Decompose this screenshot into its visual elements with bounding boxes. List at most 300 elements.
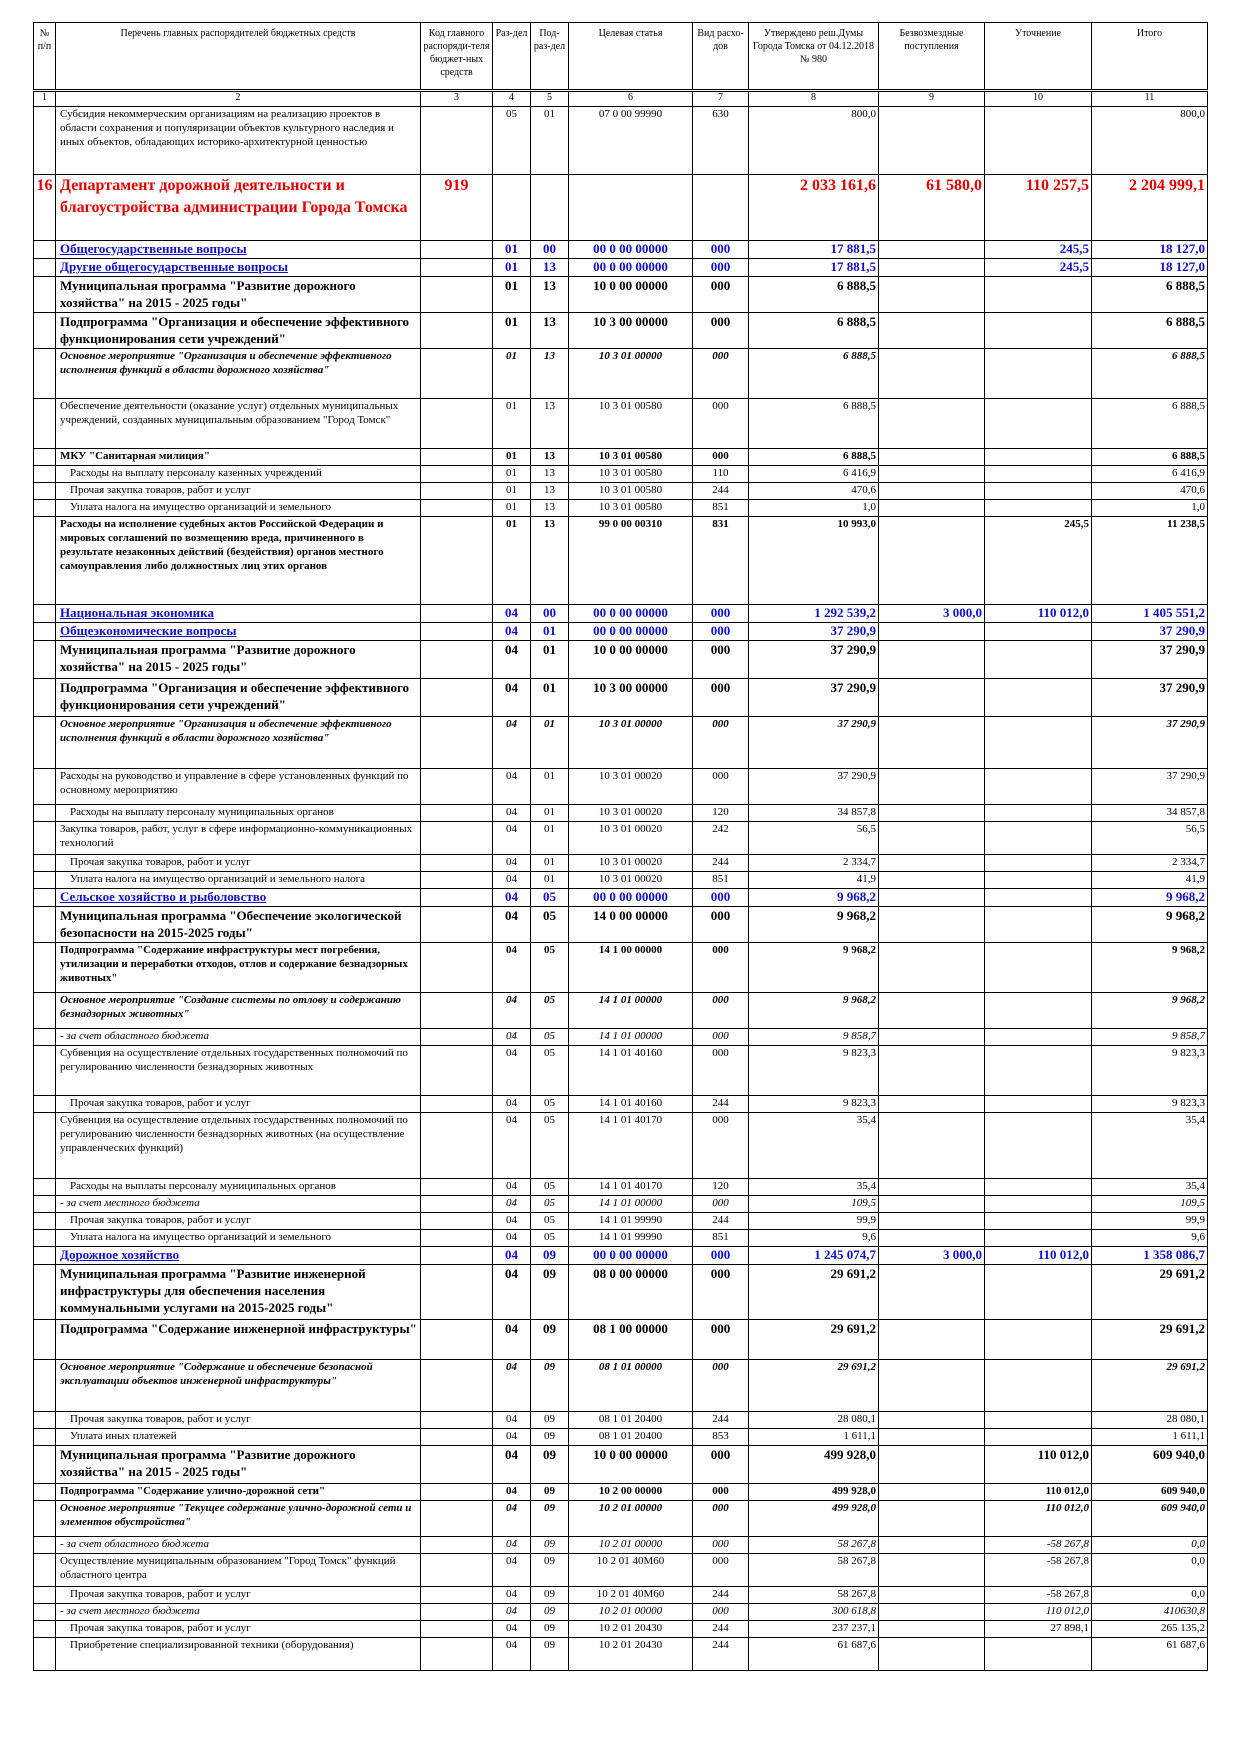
- cell-admin-code: [421, 1429, 493, 1446]
- cell-grant-receipts: [879, 623, 985, 641]
- cell-admin-code: [421, 399, 493, 449]
- cell-expense-type: 000: [693, 1265, 749, 1320]
- cell-target-article: 14 1 01 00000: [569, 1029, 693, 1046]
- cell-total: 37 290,9: [1092, 769, 1208, 805]
- cell-expense-type: 853: [693, 1429, 749, 1446]
- cell-approved-amount: 300 618,8: [749, 1604, 879, 1621]
- cell-grant-receipts: [879, 349, 985, 399]
- column-number: 4: [493, 91, 531, 107]
- cell-adjustment: -58 267,8: [985, 1554, 1092, 1587]
- cell-admin-code: [421, 641, 493, 679]
- cell-subsection: 09: [531, 1446, 569, 1484]
- header-approved-amount: Утверждено реш.Думы Города Томска от 04.12.2018 № 980: [749, 23, 879, 91]
- cell-adjustment: -58 267,8: [985, 1587, 1092, 1604]
- cell-row-number: [34, 1554, 56, 1587]
- cell-recipient-name: Уплата иных платежей: [56, 1429, 421, 1446]
- cell-approved-amount: 29 691,2: [749, 1320, 879, 1360]
- cell-section: 01: [493, 449, 531, 466]
- cell-adjustment: [985, 1265, 1092, 1320]
- table-row: [34, 993, 1208, 1029]
- cell-expense-type: 630: [693, 107, 749, 175]
- cell-adjustment: [985, 1320, 1092, 1360]
- table-row: [34, 1412, 1208, 1429]
- cell-recipient-name: Уплата налога на имущество организаций и земельного: [56, 1230, 421, 1247]
- cell-approved-amount: 29 691,2: [749, 1360, 879, 1412]
- cell-target-article: 10 2 01 00000: [569, 1537, 693, 1554]
- cell-subsection: 05: [531, 907, 569, 943]
- cell-section: 04: [493, 1196, 531, 1213]
- cell-admin-code: [421, 1554, 493, 1587]
- cell-section: 04: [493, 641, 531, 679]
- cell-section: 04: [493, 1113, 531, 1179]
- table-row: [34, 1179, 1208, 1196]
- cell-row-number: [34, 805, 56, 822]
- cell-row-number: [34, 679, 56, 717]
- cell-subsection: 13: [531, 277, 569, 313]
- cell-grant-receipts: [879, 313, 985, 349]
- cell-adjustment: [985, 717, 1092, 769]
- cell-section: 04: [493, 889, 531, 907]
- cell-row-number: [34, 717, 56, 769]
- cell-expense-type: 000: [693, 449, 749, 466]
- table-row: [34, 1484, 1208, 1501]
- cell-expense-type: 000: [693, 1537, 749, 1554]
- cell-expense-type: 000: [693, 679, 749, 717]
- cell-target-article: 10 2 01 20430: [569, 1621, 693, 1638]
- cell-grant-receipts: [879, 483, 985, 500]
- cell-total: 9 823,3: [1092, 1046, 1208, 1096]
- cell-adjustment: [985, 107, 1092, 175]
- table-row: [34, 466, 1208, 483]
- cell-total: 6 416,9: [1092, 466, 1208, 483]
- cell-expense-type: 000: [693, 277, 749, 313]
- cell-section: 04: [493, 1554, 531, 1587]
- cell-subsection: 13: [531, 349, 569, 399]
- cell-adjustment: [985, 1196, 1092, 1213]
- cell-total: 9 823,3: [1092, 1096, 1208, 1113]
- cell-section: 04: [493, 993, 531, 1029]
- cell-section: 04: [493, 623, 531, 641]
- cell-expense-type: 000: [693, 399, 749, 449]
- cell-adjustment: [985, 1213, 1092, 1230]
- cell-row-number: [34, 241, 56, 259]
- cell-row-number: [34, 1501, 56, 1537]
- budget-table: [33, 22, 1208, 1671]
- table-row: [34, 1501, 1208, 1537]
- cell-grant-receipts: [879, 1446, 985, 1484]
- cell-subsection: 01: [531, 805, 569, 822]
- cell-row-number: [34, 1196, 56, 1213]
- cell-row-number: [34, 641, 56, 679]
- cell-adjustment: 110 012,0: [985, 1604, 1092, 1621]
- cell-grant-receipts: [879, 1554, 985, 1587]
- cell-target-article: 10 3 01 00000: [569, 349, 693, 399]
- table-row: [34, 241, 1208, 259]
- cell-adjustment: [985, 641, 1092, 679]
- cell-section: 04: [493, 679, 531, 717]
- cell-recipient-name: Общегосударственные вопросы: [56, 241, 421, 259]
- cell-admin-code: [421, 517, 493, 605]
- cell-expense-type: 244: [693, 1621, 749, 1638]
- cell-recipient-name: Прочая закупка товаров, работ и услуг: [56, 1587, 421, 1604]
- cell-row-number: [34, 1412, 56, 1429]
- cell-subsection: 13: [531, 517, 569, 605]
- cell-adjustment: [985, 993, 1092, 1029]
- cell-subsection: 13: [531, 259, 569, 277]
- cell-subsection: 13: [531, 449, 569, 466]
- cell-recipient-name: Субвенция на осуществление отдельных государственных полномочий по регулированию численности безнадзорных животных (на осуществление управленческих функций): [56, 1113, 421, 1179]
- cell-section: 04: [493, 1360, 531, 1412]
- cell-adjustment: [985, 466, 1092, 483]
- cell-section: 01: [493, 399, 531, 449]
- cell-subsection: 09: [531, 1587, 569, 1604]
- cell-target-article: 14 1 01 40170: [569, 1113, 693, 1179]
- cell-row-number: [34, 349, 56, 399]
- cell-adjustment: 110 012,0: [985, 605, 1092, 623]
- cell-recipient-name: Подпрограмма "Организация и обеспечение эффективного функционирования сети учреждений": [56, 679, 421, 717]
- cell-target-article: 10 3 01 00020: [569, 822, 693, 855]
- cell-grant-receipts: 3 000,0: [879, 605, 985, 623]
- table-header: [34, 23, 1208, 107]
- cell-row-number: [34, 399, 56, 449]
- column-number: 6: [569, 91, 693, 107]
- cell-subsection: 09: [531, 1320, 569, 1360]
- cell-target-article: 08 0 00 00000: [569, 1265, 693, 1320]
- cell-subsection: 09: [531, 1501, 569, 1537]
- cell-approved-amount: 499 928,0: [749, 1484, 879, 1501]
- cell-total: 28 080,1: [1092, 1412, 1208, 1429]
- header-target-article: Целевая статья: [569, 23, 693, 91]
- cell-total: 35,4: [1092, 1179, 1208, 1196]
- cell-recipient-name: Субвенция на осуществление отдельных государственных полномочий по регулированию численности безнадзорных животных: [56, 1046, 421, 1096]
- cell-section: 04: [493, 1096, 531, 1113]
- cell-recipient-name: Муниципальная программа "Обеспечение экологической безопасности на 2015-2025 годы": [56, 907, 421, 943]
- cell-recipient-name: Подпрограмма "Содержание инфраструктуры мест погребения, утилизации и переработки отходов, отлов и содержание безнадзорных животных": [56, 943, 421, 993]
- cell-recipient-name: Обеспечение деятельности (оказание услуг) отдельных муниципальных учреждений, созданных муниципальным образованием "Город Томск": [56, 399, 421, 449]
- cell-approved-amount: 9 968,2: [749, 943, 879, 993]
- cell-target-article: 10 3 01 00020: [569, 855, 693, 872]
- cell-admin-code: [421, 1638, 493, 1671]
- cell-expense-type: 244: [693, 855, 749, 872]
- cell-admin-code: [421, 1604, 493, 1621]
- cell-total: 1 358 086,7: [1092, 1247, 1208, 1265]
- cell-recipient-name: Прочая закупка товаров, работ и услуг: [56, 855, 421, 872]
- cell-admin-code: [421, 1247, 493, 1265]
- cell-row-number: [34, 623, 56, 641]
- cell-recipient-name: Муниципальная программа "Развитие дорожного хозяйства" на 2015 - 2025 годы": [56, 641, 421, 679]
- cell-admin-code: [421, 1265, 493, 1320]
- table-row: [34, 641, 1208, 679]
- cell-grant-receipts: [879, 769, 985, 805]
- cell-adjustment: [985, 943, 1092, 993]
- cell-total: 6 888,5: [1092, 449, 1208, 466]
- cell-admin-code: [421, 277, 493, 313]
- table-row: [34, 277, 1208, 313]
- cell-total: 800,0: [1092, 107, 1208, 175]
- cell-recipient-name: Уплата налога на имущество организаций и земельного налога: [56, 872, 421, 889]
- cell-subsection: 05: [531, 1046, 569, 1096]
- cell-recipient-name: Расходы на выплату персоналу муниципальных органов: [56, 805, 421, 822]
- cell-target-article: 08 1 01 20400: [569, 1429, 693, 1446]
- cell-admin-code: [421, 449, 493, 466]
- cell-target-article: 08 1 00 00000: [569, 1320, 693, 1360]
- header-adjustment: Уточнение: [985, 23, 1092, 91]
- cell-target-article: 14 1 01 40160: [569, 1046, 693, 1096]
- table-row: [34, 717, 1208, 769]
- cell-target-article: 10 0 00 00000: [569, 641, 693, 679]
- cell-total: 61 687,6: [1092, 1638, 1208, 1671]
- cell-total: 2 204 999,1: [1092, 175, 1208, 241]
- cell-section: 04: [493, 1247, 531, 1265]
- table-row: [34, 805, 1208, 822]
- cell-recipient-name: МКУ "Санитарная милиция": [56, 449, 421, 466]
- cell-grant-receipts: [879, 855, 985, 872]
- cell-grant-receipts: [879, 517, 985, 605]
- table-row: [34, 1638, 1208, 1671]
- cell-section: 04: [493, 907, 531, 943]
- cell-expense-type: 000: [693, 1247, 749, 1265]
- cell-admin-code: [421, 1621, 493, 1638]
- cell-approved-amount: 9 858,7: [749, 1029, 879, 1046]
- table-row: [34, 483, 1208, 500]
- cell-expense-type: 244: [693, 1412, 749, 1429]
- table-row: [34, 107, 1208, 175]
- cell-approved-amount: 1 292 539,2: [749, 605, 879, 623]
- cell-admin-code: [421, 605, 493, 623]
- cell-subsection: 01: [531, 641, 569, 679]
- header-grant-receipts: Безвозмездные поступления: [879, 23, 985, 91]
- cell-expense-type: 000: [693, 1484, 749, 1501]
- cell-subsection: 09: [531, 1429, 569, 1446]
- cell-approved-amount: 6 888,5: [749, 449, 879, 466]
- cell-approved-amount: 6 888,5: [749, 277, 879, 313]
- cell-admin-code: [421, 943, 493, 993]
- cell-row-number: [34, 1446, 56, 1484]
- cell-subsection: 09: [531, 1638, 569, 1671]
- table-row: [34, 1265, 1208, 1320]
- table-row: [34, 605, 1208, 623]
- cell-section: 04: [493, 605, 531, 623]
- table-row: [34, 889, 1208, 907]
- cell-grant-receipts: [879, 1638, 985, 1671]
- cell-approved-amount: 499 928,0: [749, 1446, 879, 1484]
- cell-row-number: [34, 907, 56, 943]
- cell-approved-amount: 28 080,1: [749, 1412, 879, 1429]
- cell-section: 04: [493, 1213, 531, 1230]
- cell-expense-type: 851: [693, 872, 749, 889]
- cell-section: 04: [493, 1587, 531, 1604]
- cell-admin-code: [421, 107, 493, 175]
- cell-expense-type: 120: [693, 1179, 749, 1196]
- table-row: [34, 1554, 1208, 1587]
- cell-subsection: 09: [531, 1604, 569, 1621]
- cell-recipient-name: Расходы на руководство и управление в сфере установленных функций по основному мероприятию: [56, 769, 421, 805]
- cell-subsection: 05: [531, 1230, 569, 1247]
- table-row: [34, 1446, 1208, 1484]
- cell-row-number: [34, 1230, 56, 1247]
- cell-adjustment: [985, 1429, 1092, 1446]
- cell-approved-amount: 2 334,7: [749, 855, 879, 872]
- cell-expense-type: 120: [693, 805, 749, 822]
- cell-total: 29 691,2: [1092, 1360, 1208, 1412]
- cell-grant-receipts: [879, 1029, 985, 1046]
- cell-adjustment: [985, 1412, 1092, 1429]
- cell-row-number: [34, 1320, 56, 1360]
- table-row: [34, 1096, 1208, 1113]
- cell-subsection: 13: [531, 500, 569, 517]
- cell-target-article: 08 1 01 00000: [569, 1360, 693, 1412]
- cell-approved-amount: 17 881,5: [749, 259, 879, 277]
- cell-recipient-name: Основное мероприятие "Организация и обеспечение эффективного исполнения функций в области дорожного хозяйства": [56, 349, 421, 399]
- cell-section: 04: [493, 943, 531, 993]
- cell-row-number: [34, 1638, 56, 1671]
- cell-expense-type: 110: [693, 466, 749, 483]
- cell-adjustment: 245,5: [985, 259, 1092, 277]
- cell-row-number: [34, 1179, 56, 1196]
- cell-admin-code: [421, 466, 493, 483]
- cell-approved-amount: 34 857,8: [749, 805, 879, 822]
- cell-recipient-name: Муниципальная программа "Развитие инженерной инфраструктуры для обеспечения населения коммунальными услугами на 2015-2025 годы": [56, 1265, 421, 1320]
- cell-expense-type: 000: [693, 623, 749, 641]
- table-row: [34, 1537, 1208, 1554]
- cell-total: 6 888,5: [1092, 349, 1208, 399]
- cell-section: 04: [493, 805, 531, 822]
- cell-expense-type: 000: [693, 769, 749, 805]
- cell-total: 18 127,0: [1092, 241, 1208, 259]
- cell-section: 01: [493, 349, 531, 399]
- cell-subsection: 05: [531, 1213, 569, 1230]
- cell-total: 9,6: [1092, 1230, 1208, 1247]
- cell-approved-amount: 6 888,5: [749, 349, 879, 399]
- cell-admin-code: [421, 349, 493, 399]
- cell-target-article: 10 3 01 00580: [569, 399, 693, 449]
- cell-adjustment: [985, 1113, 1092, 1179]
- cell-adjustment: 110 012,0: [985, 1484, 1092, 1501]
- cell-total: 2 334,7: [1092, 855, 1208, 872]
- cell-row-number: [34, 822, 56, 855]
- cell-adjustment: [985, 1046, 1092, 1096]
- table-row: [34, 517, 1208, 605]
- cell-total: 609 940,0: [1092, 1446, 1208, 1484]
- table-row: [34, 907, 1208, 943]
- cell-target-article: 10 2 01 00000: [569, 1501, 693, 1537]
- cell-approved-amount: 37 290,9: [749, 769, 879, 805]
- cell-grant-receipts: [879, 1213, 985, 1230]
- cell-row-number: [34, 313, 56, 349]
- cell-approved-amount: 1 611,1: [749, 1429, 879, 1446]
- table-row: [34, 500, 1208, 517]
- cell-adjustment: [985, 1029, 1092, 1046]
- cell-subsection: 13: [531, 399, 569, 449]
- cell-total: 609 940,0: [1092, 1484, 1208, 1501]
- cell-recipient-name: Прочая закупка товаров, работ и услуг: [56, 1621, 421, 1638]
- cell-row-number: [34, 1604, 56, 1621]
- cell-grant-receipts: [879, 679, 985, 717]
- cell-recipient-name: Уплата налога на имущество организаций и земельного: [56, 500, 421, 517]
- cell-expense-type: 000: [693, 717, 749, 769]
- table-row: [34, 1360, 1208, 1412]
- cell-row-number: [34, 1029, 56, 1046]
- cell-target-article: 14 0 00 00000: [569, 907, 693, 943]
- table-row: [34, 349, 1208, 399]
- cell-section: 01: [493, 277, 531, 313]
- cell-subsection: 09: [531, 1247, 569, 1265]
- cell-row-number: [34, 1429, 56, 1446]
- cell-subsection: 00: [531, 241, 569, 259]
- cell-expense-type: 242: [693, 822, 749, 855]
- cell-total: 0,0: [1092, 1554, 1208, 1587]
- cell-admin-code: [421, 872, 493, 889]
- cell-section: 04: [493, 1412, 531, 1429]
- cell-approved-amount: 470,6: [749, 483, 879, 500]
- cell-adjustment: 110 012,0: [985, 1501, 1092, 1537]
- table-row: [34, 1046, 1208, 1096]
- cell-grant-receipts: [879, 1604, 985, 1621]
- cell-total: 29 691,2: [1092, 1265, 1208, 1320]
- cell-adjustment: [985, 1096, 1092, 1113]
- cell-approved-amount: 499 928,0: [749, 1501, 879, 1537]
- cell-recipient-name: Дорожное хозяйство: [56, 1247, 421, 1265]
- cell-approved-amount: 41,9: [749, 872, 879, 889]
- cell-grant-receipts: [879, 1113, 985, 1179]
- cell-approved-amount: 99,9: [749, 1213, 879, 1230]
- cell-adjustment: -58 267,8: [985, 1537, 1092, 1554]
- column-number: 11: [1092, 91, 1208, 107]
- cell-admin-code: [421, 623, 493, 641]
- cell-expense-type: 831: [693, 517, 749, 605]
- cell-expense-type: 244: [693, 483, 749, 500]
- table-row: [34, 259, 1208, 277]
- cell-row-number: [34, 943, 56, 993]
- cell-adjustment: [985, 889, 1092, 907]
- cell-adjustment: 27 898,1: [985, 1621, 1092, 1638]
- table-body: [34, 107, 1208, 1671]
- column-number: 1: [34, 91, 56, 107]
- cell-adjustment: 245,5: [985, 517, 1092, 605]
- cell-admin-code: [421, 717, 493, 769]
- cell-recipient-name: Приобретение специализированной техники (оборудования): [56, 1638, 421, 1671]
- cell-section: 04: [493, 1537, 531, 1554]
- cell-subsection: 09: [531, 1554, 569, 1587]
- cell-section: 04: [493, 1604, 531, 1621]
- table-row: [34, 1196, 1208, 1213]
- cell-target-article: 14 1 01 40170: [569, 1179, 693, 1196]
- cell-adjustment: [985, 449, 1092, 466]
- cell-row-number: [34, 449, 56, 466]
- cell-admin-code: [421, 1096, 493, 1113]
- cell-target-article: 00 0 00 00000: [569, 623, 693, 641]
- cell-admin-code: [421, 889, 493, 907]
- cell-recipient-name: Прочая закупка товаров, работ и услуг: [56, 483, 421, 500]
- cell-expense-type: 851: [693, 1230, 749, 1247]
- cell-subsection: 09: [531, 1537, 569, 1554]
- cell-grant-receipts: [879, 641, 985, 679]
- cell-target-article: 08 1 01 20400: [569, 1412, 693, 1429]
- cell-subsection: 05: [531, 993, 569, 1029]
- cell-recipient-name: Подпрограмма "Содержание улично-дорожной сети": [56, 1484, 421, 1501]
- cell-admin-code: [421, 1320, 493, 1360]
- cell-approved-amount: 9,6: [749, 1230, 879, 1247]
- cell-total: 41,9: [1092, 872, 1208, 889]
- cell-expense-type: 000: [693, 1501, 749, 1537]
- cell-grant-receipts: [879, 399, 985, 449]
- cell-recipient-name: - за счет областного бюджета: [56, 1029, 421, 1046]
- cell-subsection: 09: [531, 1412, 569, 1429]
- cell-approved-amount: 10 993,0: [749, 517, 879, 605]
- cell-recipient-name: Муниципальная программа "Развитие дорожного хозяйства" на 2015 - 2025 годы": [56, 1446, 421, 1484]
- cell-target-article: 10 3 01 00020: [569, 872, 693, 889]
- cell-recipient-name: Муниципальная программа "Развитие дорожного хозяйства" на 2015 - 2025 годы": [56, 277, 421, 313]
